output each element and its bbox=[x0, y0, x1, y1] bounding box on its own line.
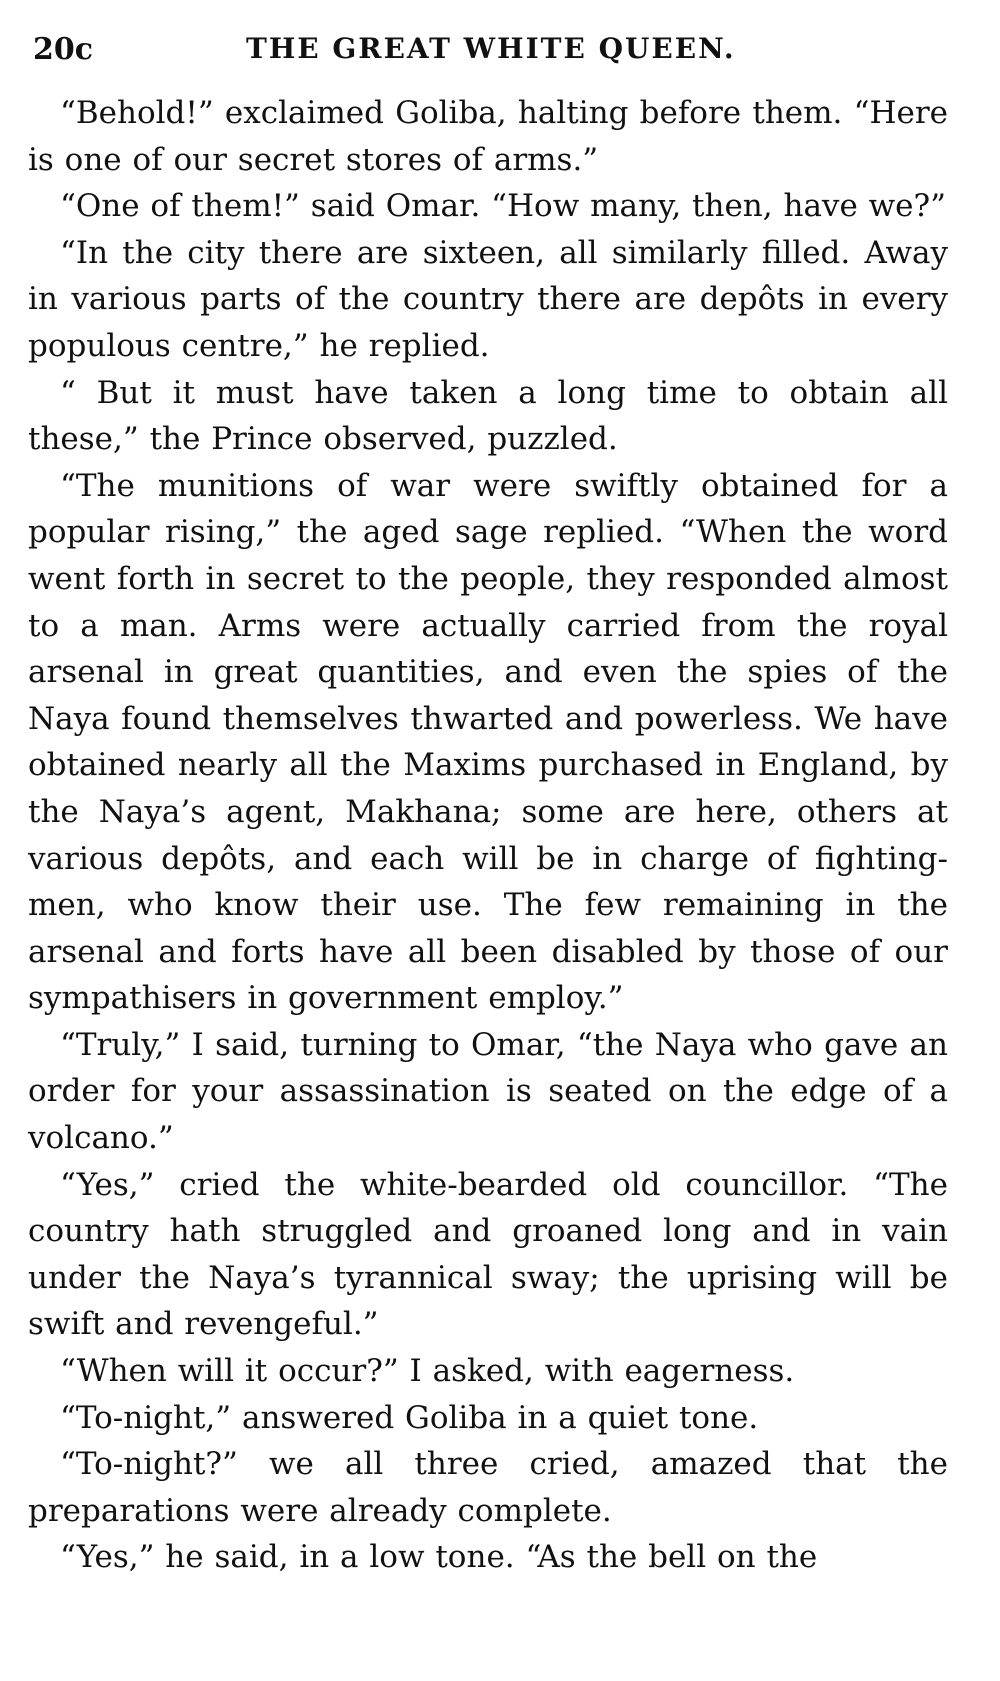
paragraph: “When will it occur?” I asked, with eagerness. bbox=[60, 1353, 795, 1390]
running-head: THE GREAT WHITE QUEEN. bbox=[246, 32, 736, 65]
body-text bbox=[28, 90, 948, 1581]
paragraph: “One of them!” said Omar. “How many, then, have we?” bbox=[60, 188, 946, 225]
paragraph: “To-night?” we all three cried, amazed that the preparations were already complete. bbox=[28, 1446, 948, 1529]
book-page bbox=[28, 20, 948, 1581]
paragraph: “ But it must have taken a long time to obtain all these,” the Prince observed, puzzled. bbox=[28, 374, 948, 458]
paragraph: “To-night,” answered Goliba in a quiet tone. bbox=[60, 1399, 759, 1436]
page-number: 20с bbox=[33, 32, 94, 67]
paragraph: “Behold!” exclaimed Goliba, halting before them. “Here is one of our secret stores of arms.” bbox=[28, 95, 948, 178]
page-header bbox=[28, 20, 948, 80]
paragraph: “In the city there are sixteen, all similarly filled. Away in various parts of the country there are depôts in every populous centre,” he replied. bbox=[28, 234, 948, 364]
paragraph: “Yes,” cried the white-bearded old councillor. “The country hath struggled and groaned long and in vain under the Naya’s tyrannical sway; the uprising will be swift and revengeful.” bbox=[28, 1166, 948, 1343]
paragraph: “The munitions of war were swiftly obtained for a popular rising,” the aged sage replied. “When the word went forth in secret to the people, they responded almost to a man. Arms were actually carried from the royal arsenal in great quantities, and even the spies of the Naya found themselves thwarted and powerless. We have obtained nearly all the Maxims purchased in England, by the Naya’s agent, Makhana; some are here, others at various depôts, and each will be in charge of fighting-men, who know their use. The few remaining in the arsenal and forts have all been disabled by those of our sympathisers in government employ.” bbox=[28, 467, 948, 1017]
paragraph: “Yes,” he said, in a low tone. “As the bell on the bbox=[60, 1539, 818, 1576]
paragraph: “Truly,” I said, turning to Omar, “the Naya who gave an order for your assassination is seated on the edge of a volcano.” bbox=[28, 1026, 948, 1157]
